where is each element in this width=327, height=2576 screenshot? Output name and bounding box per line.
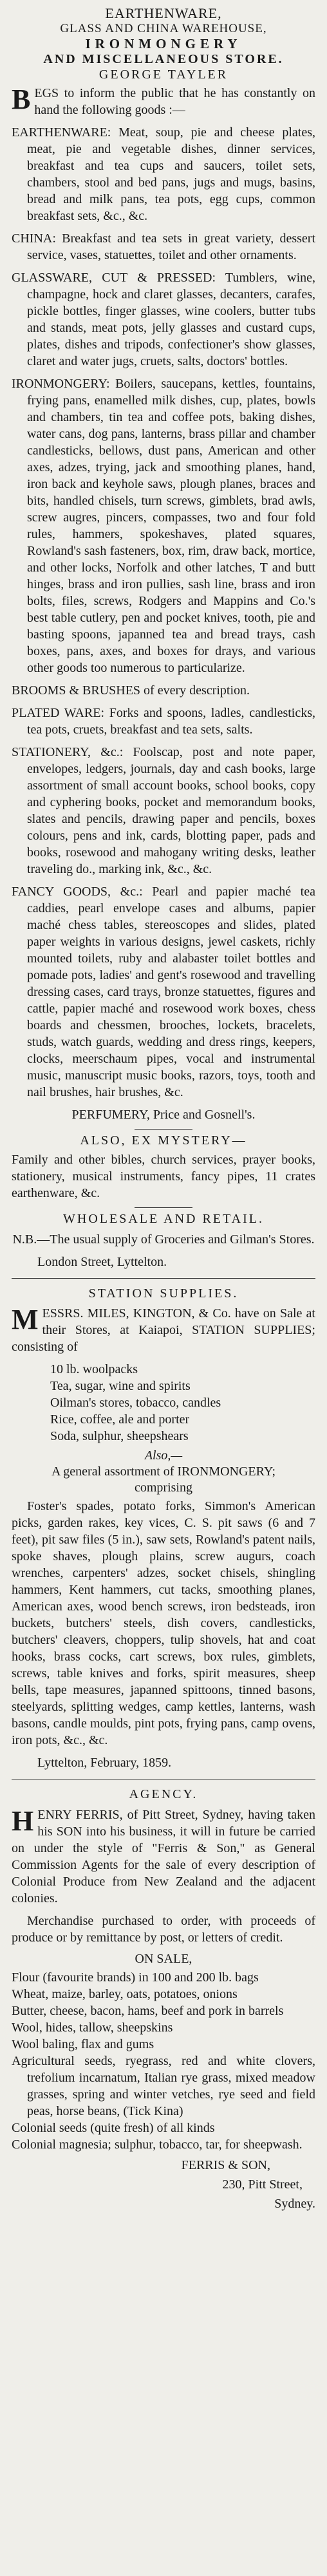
- heading-glass-china: GLASS AND CHINA WAREHOUSE,: [60, 21, 267, 35]
- stationery-paragraph: STATIONERY, &c.: Foolscap, post and note paper, envelopes, ledgers, journals, day and cash books, large assortment of small account books, school books, copy and cyphering books, pocket and memorandum books, slates and pencils, drawing paper and pencils, boxes colours, pens and ink, cards, blotting paper, pads and books, rosewood and mahogany writing desks, leather traveling do., marking ink, &c., &c.: [12, 745, 315, 877]
- china-paragraph: CHINA: Breakfast and tea sets in great variety, dessert service, vases, statuettes, toilet and other ornaments.: [12, 231, 315, 263]
- agency-heading: AGENCY.: [129, 1787, 198, 1802]
- glassware-paragraph: GLASSWARE, CUT & PRESSED: Tumblers, wine, champagne, hock and claret glasses, decanters, carafes, pickle bottles, finger glasses, wine coolers, butter tubs and stands, meat pots, jelly glasses and custard cups, plates, dishes and tripods, confectioner's show glasses, claret and water jugs, cruets, salts, doctors' bottles.: [12, 271, 315, 369]
- list-item: Colonial magnesia; sulphur, tobacco, tar, for sheepwash.: [12, 2137, 303, 2152]
- agency-intro: [12, 1806, 315, 1907]
- mystery-heading: ALSO, EX MYSTERY—: [80, 1133, 247, 1148]
- perfumery-line: PERFUMERY, Price and Gosnell's.: [71, 1108, 256, 1122]
- ironmongery-paragraph: IRONMONGERY: Boilers, saucepans, kettles, fountains, frying pans, enamelled milk dishes, cup, plates, bowls and chambers, tin tea and coffee pots, baking dishes, water cans, dog pans, lanterns, brass pillar and chamber candlesticks, bellows, dust pans, American and other axes, adzes, trying, jack and smoothing planes, hand, iron back and keyhole saws, plough planes, braces and bits, handled chisels, turn screws, gimblets, brad awls, screw augres, pincers, compasses, two and four fold rules, hammers, spokeshaves, plated squares, Rowland's sash fasteners, box, rim, draw back, mortice, and other locks, Norfolk and other latches, T and butt hinges, brass and iron pullies, sash line, brass and iron bolts, files, screws, Rodgers and Mappins and Co.'s best table cutlery, pen and pocket knives, tooth, pie and basting spoons, japanned tea and bread trays, cash boxes, pans, axes, and boxes for drays, and various other goods too numerous to particularize.: [12, 377, 315, 676]
- list-item: Rice, coffee, ale and porter: [50, 1412, 190, 1427]
- intro-paragraph: [12, 85, 315, 118]
- intro-text: EGS to inform the public that he has constantly on hand the following goods :—: [34, 86, 315, 118]
- comprising-label: comprising: [135, 1481, 192, 1495]
- list-item: Wool baling, flax and gums: [12, 2037, 154, 2051]
- on-sale-heading: ON SALE,: [135, 1951, 192, 1966]
- heading-earthenware: EARTHENWARE,: [105, 5, 222, 21]
- fancy-goods-paragraph: FANCY GOODS, &c.: Pearl and papier maché tea caddies, pearl envelope cases and albums, papier maché chess tables, stereoscopes and slides, plated paper weights in various designs, jewel caskets, richly mounted toilets, ruby and alabaster toilet bottles and pomade pots, ladies' and gent's rosewood and travelling dressing cases, card trays, bronze statuettes, figures and cattle, papier maché and rosewood work boxes, chess boards and chessmen, brooches, lockets, bracelets, studs, watch guards, wedding and dress rings, keepers, clocks, meerschaum pipes, vocal and instrumental music, manuscript music books, razors, toys, tooth and nail brushes, hair brushes, &c.: [12, 885, 315, 1100]
- plated-ware-paragraph: PLATED WARE: Forks and spoons, ladles, candlesticks, tea pots, cruets, breakfast and tea sets, salts.: [12, 706, 315, 737]
- station-supplies-heading: STATION SUPPLIES.: [88, 1286, 239, 1301]
- wholesale-heading: WHOLESALE AND RETAIL.: [63, 1211, 264, 1226]
- list-item: Colonial seeds (quite fresh) of all kinds: [12, 2120, 215, 2135]
- mystery-paragraph: Family and other bibles, church services, prayer books, stationery, musical instruments, fancy pipes, 11 crates earthenware, &c.: [12, 1152, 315, 1200]
- nb-note: N.B.—The usual supply of Groceries and Gilman's Stores.: [12, 1232, 315, 1247]
- list-item: Flour (favourite brands) in 100 and 200 lb. bags: [12, 1970, 259, 1985]
- tayler-store-advertisement: [12, 5, 315, 1270]
- drop-cap: H: [12, 1805, 34, 1837]
- firm-name: FERRIS & SON,: [181, 2157, 270, 2172]
- also-label: Also,—: [144, 1448, 183, 1463]
- earthenware-paragraph: EARTHENWARE: Meat, soup, pie and cheese plates, meat, pie and vegetable dishes, dinner services, breakfast and tea cups and saucers, toilet sets, chambers, stool and bed pans, jugs and mugs, basins, bread and milk pans, tea pots, egg cups, common breakfast sets, &c., &c.: [12, 125, 315, 224]
- list-item: Tea, sugar, wine and spirits: [50, 1379, 191, 1394]
- list-item: Wheat, maize, barley, oats, potatoes, onions: [12, 1986, 238, 2001]
- station-intro-text: ESSRS. MILES, KINGTON, & Co. have on Sale at their Stores, at Kaiapoi, STATION SUPPLIES; consisting of: [12, 1306, 315, 1355]
- list-item: Butter, cheese, bacon, hams, beef and pork in barrels: [12, 2003, 284, 2018]
- firm-city: Sydney.: [274, 2196, 315, 2211]
- list-item: 10 lb. woolpacks: [50, 1362, 138, 1377]
- list-item: Soda, sulphur, sheepshears: [50, 1429, 189, 1444]
- station-item-list: [50, 1361, 315, 1445]
- list-item: Agricultural seeds, ryegrass, red and white clovers, trefolium incarnatum, Italian rye grass, mixed meadow grasses, spring and winter vetches, rye seed and field peas, horse beans, (Tick Kina): [12, 2053, 315, 2118]
- store-address: London Street, Lyttelton.: [37, 1254, 167, 1269]
- merchandise-paragraph: Merchandise purchased to order, with proceeds of produce or by remittance by post, or letters of credit.: [12, 1913, 315, 1945]
- proprietor-name: GEORGE TAYLER: [98, 67, 229, 82]
- heading-miscellaneous: AND MISCELLANEOUS STORE.: [43, 52, 284, 67]
- ironmongery-intro: A general assortment of IRONMONGERY;: [51, 1464, 276, 1479]
- list-item: Oilman's stores, tobacco, candles: [50, 1396, 221, 1410]
- agency-intro-text: ENRY FERRIS, of Pitt Street, Sydney, having taken his SON into his business, it will in future be carried on under the style of "Ferris & Son," as General Commission Agents for the sale of every description of Colonial Produce from New Zealand and the adjacent colonies.: [12, 1807, 315, 1905]
- drop-cap: M: [12, 1304, 39, 1336]
- agency-advertisement: [12, 1787, 315, 2212]
- divider: [135, 1129, 192, 1130]
- station-intro: [12, 1305, 315, 1355]
- drop-cap: B: [12, 84, 31, 116]
- brooms-paragraph: BROOMS & BRUSHES of every description.: [12, 683, 250, 698]
- heading-ironmongery: IRONMONGERY: [85, 36, 242, 52]
- divider: [135, 1207, 192, 1208]
- station-date-line: Lyttelton, February, 1859.: [37, 1756, 172, 1770]
- station-supplies-advertisement: [12, 1286, 315, 1772]
- section-rule: [12, 1278, 315, 1279]
- firm-street: 230, Pitt Street,: [222, 2177, 303, 2192]
- list-item: Wool, hides, tallow, sheepskins: [12, 2020, 173, 2035]
- sale-item-list: [12, 1969, 315, 2153]
- ironmongery-list-paragraph: Foster's spades, potato forks, Simmon's American picks, garden rakes, key vices, C. S. pit saws (6 and 7 feet), pit saw files (5 in.), saw sets, Rowland's patent nails, spoke shaves, plough plains, screw augurs, coach wrenches, carpenters' adzes, socket chisels, shingling hammers, Kent hammers, cut tacks, smoothing planes, American axes, wood bench screws, iron bedsteads, iron buckets, butchers' steels, dish covers, candlesticks, butchers' cleavers, choppers, tulip shovels, hat and coat hooks, brass cocks, cart screws, box rules, gimblets, screws, table knives and forks, spirit measures, sheep bells, tape measures, japanned spittoons, tinned basons, steelyards, splitting wedges, camp kettles, lanterns, wash basons, candle moulds, pint pots, frying pans, camp ovens, iron pots, &c., &c.: [12, 1499, 315, 1748]
